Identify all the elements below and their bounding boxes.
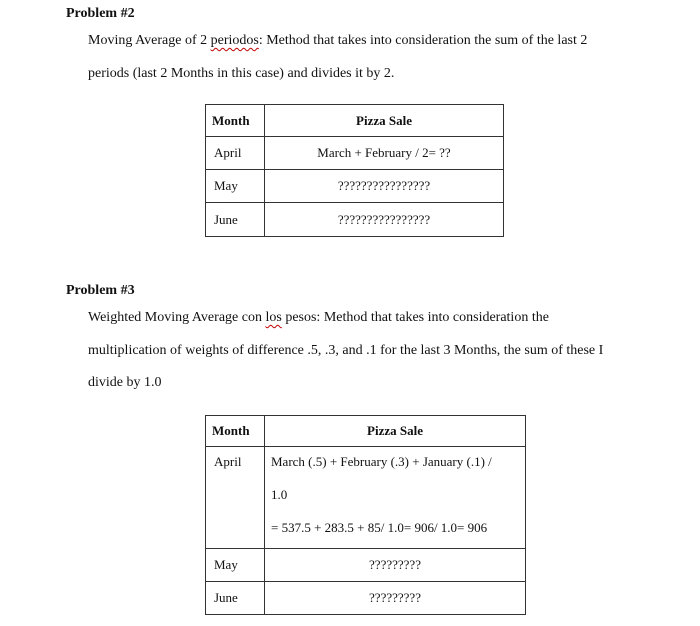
- month-cell: June: [206, 582, 265, 615]
- table-header-row: [206, 105, 504, 137]
- problem2-desc-misspelled: periodos: [210, 33, 259, 48]
- problem2-description-line2: periods (last 2 Months in this case) and divides it by 2.: [88, 66, 395, 81]
- pizza-sale-column-header: Pizza Sale: [265, 105, 504, 137]
- month-column-header: Month: [206, 416, 265, 447]
- month-cell: June: [206, 203, 265, 237]
- table-row: [206, 203, 504, 237]
- table-header-row: [206, 416, 526, 447]
- problem3-description-line3: divide by 1.0: [88, 375, 162, 390]
- table-row: [206, 549, 526, 582]
- formula-line-3: = 537.5 + 283.5 + 85/ 1.0= 906/ 1.0= 906: [271, 520, 488, 535]
- month-cell: May: [206, 549, 265, 582]
- problem3-desc-misspelled: los: [265, 310, 282, 325]
- problem2-description-line1: [88, 33, 587, 49]
- sale-cell: March + February / 2= ??: [265, 137, 504, 170]
- month-cell: April: [206, 137, 265, 170]
- formula-line-1: March (.5) + February (.3) + January (.1) /: [271, 454, 492, 469]
- problem3-desc-pre: Weighted Moving Average con: [88, 310, 266, 325]
- problem2-table: [205, 104, 504, 237]
- sale-cell: ?????????: [265, 582, 526, 615]
- table-row: [206, 582, 526, 615]
- month-column-header: Month: [206, 105, 265, 137]
- table-row: [206, 170, 504, 203]
- problem2-heading: Problem #2: [66, 6, 135, 21]
- month-cell: May: [206, 170, 265, 203]
- month-cell: April: [206, 447, 265, 549]
- problem3-desc-post: pesos: Method that takes into consideration the: [281, 310, 549, 325]
- problem3-description-line2: multiplication of weights of difference .5, .3, and .1 for the last 3 Months, the sum of these I: [88, 343, 604, 358]
- problem2-desc-post: : Method that takes into consideration the sum of the last 2: [258, 33, 588, 48]
- table-row: [206, 137, 504, 170]
- problem2-desc-pre: Moving Average of 2: [88, 33, 211, 48]
- sale-formula-cell: [265, 447, 526, 549]
- problem3-heading: Problem #3: [66, 283, 135, 298]
- pizza-sale-column-header: Pizza Sale: [265, 416, 526, 447]
- problem3-description-line1: [88, 310, 549, 326]
- sale-cell: ????????????????: [265, 170, 504, 203]
- sale-cell: ????????????????: [265, 203, 504, 237]
- table-row: [206, 447, 526, 549]
- sale-cell: ?????????: [265, 549, 526, 582]
- formula-line-2: 1.0: [271, 487, 288, 502]
- problem3-table: [205, 415, 526, 615]
